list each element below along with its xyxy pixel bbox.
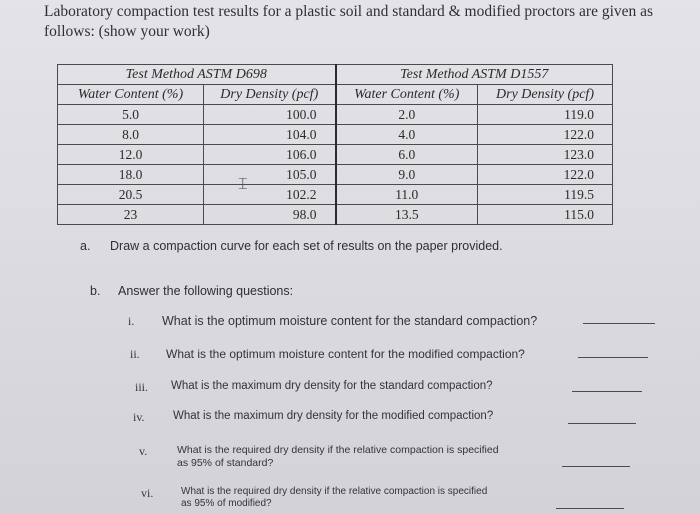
table-cell: 13.5 [336, 205, 478, 225]
table-cell: 122.0 [478, 165, 613, 185]
table-cell: 104.0 [204, 125, 336, 145]
table-row [58, 125, 613, 145]
question-text: What is the maximum dry density for the modified compaction? [173, 410, 494, 422]
question-number: iv. [133, 410, 145, 424]
question-number: iii. [135, 380, 149, 394]
intro-line-1: Laboratory compaction test results for a plastic soil and standard & modified proctors are given as [44, 3, 654, 20]
table-cell: 20.5 [58, 185, 204, 205]
dry-density-header-left: Dry Density (pcf) [204, 85, 336, 105]
question-text: What is the maximum dry density for the standard compaction? [171, 380, 493, 392]
part-b-label: b. [90, 284, 101, 298]
question-number: v. [139, 444, 148, 458]
table-cell: 119.5 [478, 185, 613, 205]
part-a [80, 239, 503, 253]
question-text: What is the optimum moisture content for the standard compaction? [162, 314, 538, 328]
question-text: What is the optimum moisture content for the modified compaction? [166, 347, 525, 361]
answer-line-4[interactable] [568, 423, 636, 424]
water-content-header-right: Water Content (%) [336, 85, 478, 105]
question-text-cont: as 95% of modified? [181, 498, 272, 509]
intro-line-2: follows: (show your work) [44, 23, 210, 40]
dry-density-header-right: Dry Density (pcf) [478, 85, 613, 105]
table-row [58, 105, 613, 125]
method-left-header: Test Method ASTM D698 [58, 65, 336, 85]
table-row [58, 165, 613, 185]
table-cell: 23 [58, 205, 204, 225]
column-header-row [58, 85, 613, 105]
table-cell: 122.0 [478, 125, 613, 145]
table-cell: 119.0 [478, 105, 613, 125]
question-text-cont: as 95% of standard? [177, 457, 274, 469]
part-b [90, 284, 294, 298]
question-text: What is the required dry density if the relative compaction is specified [177, 444, 499, 456]
table-cell: 18.0 [58, 165, 204, 185]
question-number: ii. [130, 347, 140, 361]
answer-line-1[interactable] [583, 323, 655, 324]
table-cell: 102.2 [204, 185, 336, 205]
question-text: What is the required dry density if the relative compaction is specified [181, 486, 488, 497]
answer-line-2[interactable] [578, 357, 648, 358]
water-content-header-left: Water Content (%) [58, 85, 204, 105]
table-cell: 123.0 [478, 145, 613, 165]
text-cursor-icon: ⌶ [238, 176, 248, 193]
table-cell: 9.0 [336, 165, 478, 185]
problem-intro [44, 2, 684, 42]
compaction-data-table [57, 64, 613, 225]
table-cell: 106.0 [204, 145, 336, 165]
table-cell: 4.0 [336, 125, 478, 145]
table-cell: 98.0 [204, 205, 336, 225]
answer-line-5[interactable] [562, 466, 630, 467]
table-cell: 6.0 [336, 145, 478, 165]
question-number: i. [128, 314, 135, 328]
table-cell: 11.0 [336, 185, 478, 205]
table-cell: 8.0 [58, 125, 204, 145]
table-row [58, 145, 613, 165]
table-row [58, 205, 613, 225]
question-number: vi. [141, 486, 154, 500]
table-cell: 100.0 [204, 105, 336, 125]
answer-line-3[interactable] [572, 391, 642, 392]
table-cell: 12.0 [58, 145, 204, 165]
method-header-row [58, 65, 613, 85]
table-cell: 115.0 [478, 205, 613, 225]
answer-line-6[interactable] [556, 508, 624, 509]
table-cell: 5.0 [58, 105, 204, 125]
method-right-header: Test Method ASTM D1557 [336, 65, 613, 85]
part-b-text: Answer the following questions: [118, 284, 294, 298]
table-cell: 105.0 [204, 165, 336, 185]
table-cell: 2.0 [336, 105, 478, 125]
part-a-text: Draw a compaction curve for each set of results on the paper provided. [110, 239, 503, 253]
part-a-label: a. [80, 239, 91, 253]
table-row [58, 185, 613, 205]
